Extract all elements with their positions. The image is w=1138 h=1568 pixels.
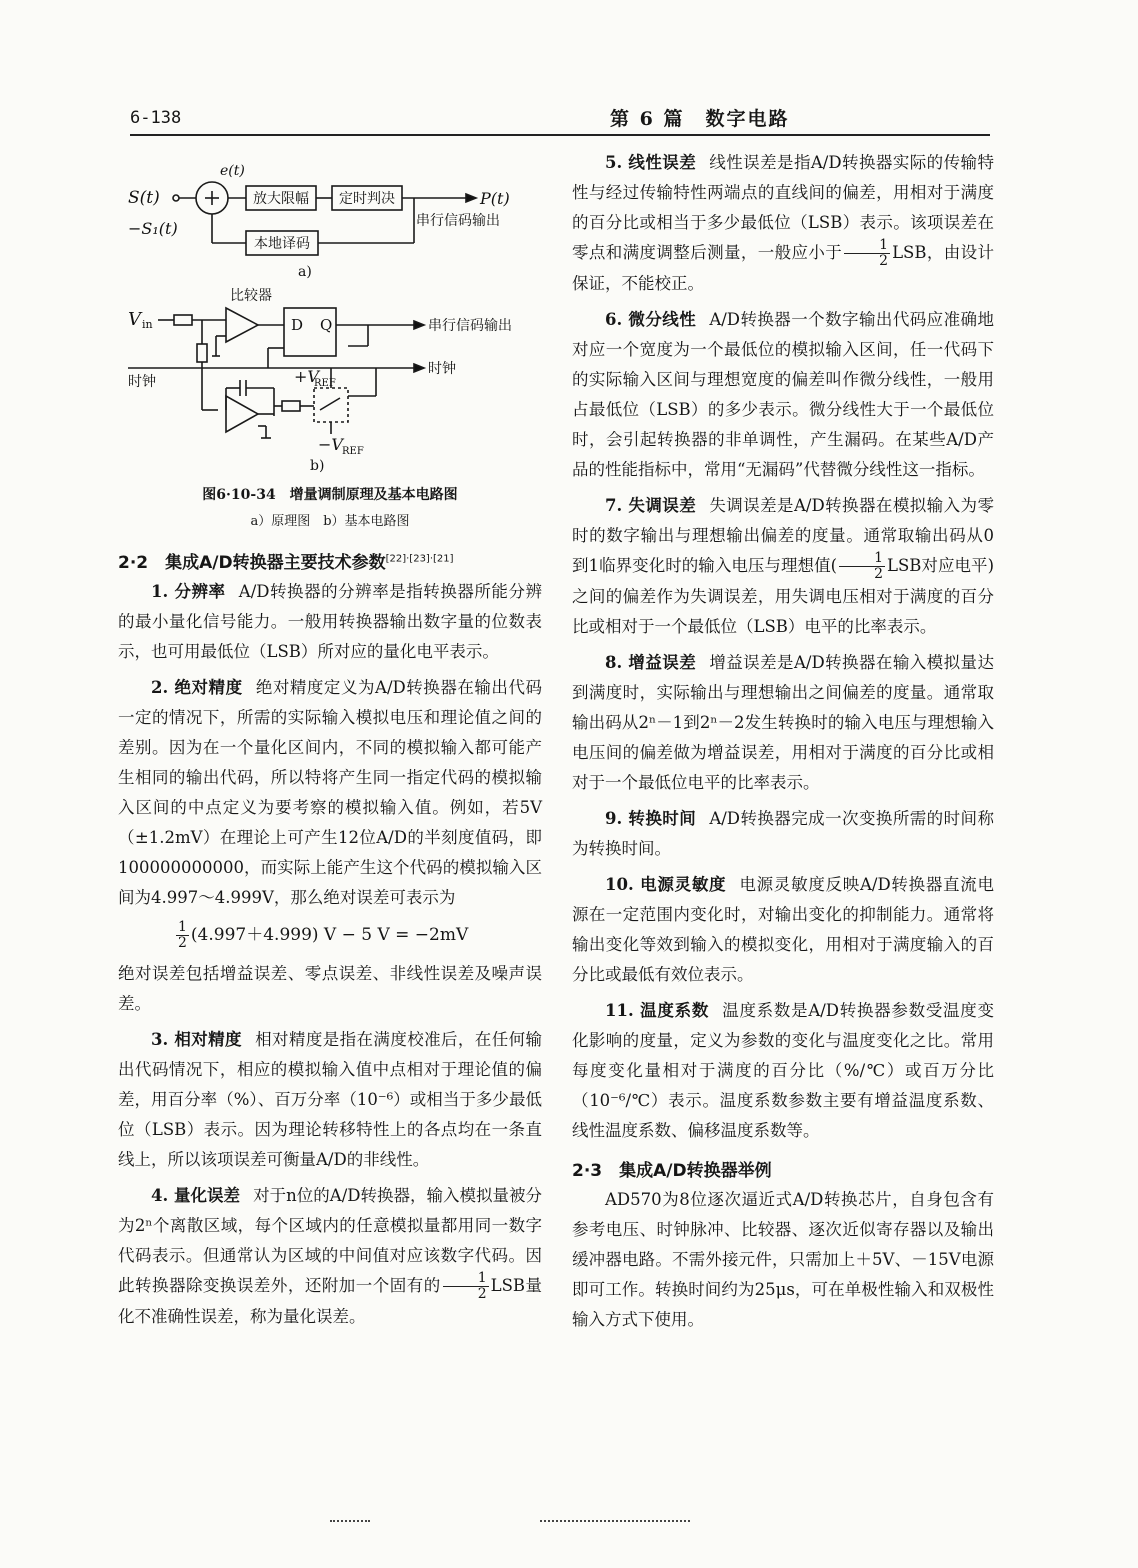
ad570-example: AD570为8位逐次逼近式A/D转换芯片，自身包含有参考电压、时钟脉冲、比较器、逐次近似寄存器以及输出缓冲器电路。不需外接元件，只需加上＋5V、－15V电源即可工作。转换时间约为25μs，可在单极性输入和双极性输入方式下使用。 — [572, 1190, 994, 1329]
param-power-sensitivity: 10. 电源灵敏度 电源灵敏度反映A/D转换器直流电源在一定范围内变化时，对输出变化的抑制能力。通常将输出变化等效到输入的模拟变化，用相对于满度输入的百分比或最低有效位表示。 — [572, 875, 994, 984]
vref-pos-label: +V — [294, 367, 319, 386]
vref-neg-label: −V — [318, 435, 343, 454]
scan-dots-left — [330, 1520, 370, 1524]
bias-resistor — [197, 344, 207, 362]
vin-label: V — [128, 309, 141, 330]
error-label: e(t) — [220, 163, 245, 179]
absolute-error-note: 绝对误差包括增益误差、零点误差、非线性误差及噪声误差。 — [118, 964, 542, 1013]
section-2-2-refs: [22]·[23]·[21] — [385, 553, 454, 565]
param-offset-error: 7. 失调误差 失调误差是A/D转换器在模拟输入为零时的数字输出与理想输出偏差的度量。通常取输出码从0到1临界变化时的输入电压与理想值( $\frac{1}{2}$ LSB对应电平) 之间的偏差作为失调误差，用失调电压相对于满度的百分比或相对于一个最低位（LSB）电平的比率表示。 — [572, 496, 995, 636]
circuit-diagram — [118, 148, 542, 478]
timing-label: 定时判决 — [339, 191, 395, 207]
feedback-label: −S₁(t) — [128, 219, 178, 238]
section-2-2-heading: 2·2 集成A/D转换器主要技术参数[22]·[23]·[21] — [118, 553, 454, 573]
output-p-label: P(t) — [480, 189, 510, 208]
param-temperature-coefficient: 11. 温度系数 温度系数是A/D转换器参数受温度变化影响的度量，定义为参数的变化与温度变化之比。常用每度变化量相对于满度的百分比（%/℃）或百万分比（10⁻⁶/℃）表示。温度系数参数主要有增益温度系数、线性温度系数、偏移温度系数等。 — [572, 1001, 994, 1140]
decoder-label: 本地译码 — [254, 236, 310, 252]
label-a: a) — [298, 264, 312, 280]
integrator-opamp — [226, 396, 258, 432]
serial-output-label-a: 串行信码输出 — [416, 213, 500, 229]
comparator-label: 比较器 — [230, 288, 272, 304]
input-node — [173, 195, 179, 201]
chapter-title: 第 6 篇 数字电路 — [610, 108, 790, 130]
param-conversion-time: 9. 转换时间 A/D转换器完成一次变换所需的时间称为转换时间。 — [572, 809, 994, 858]
param-quantization-error: 4. 量化误差 对于n位的A/D转换器，输入模拟量被分为2ⁿ个离散区域，每个区域内的任意模拟量都用同一数字代码表示。但通常认为区域的中间值对应该数字代码。因此转换器除变换误差外，还附加一个固有的 $\frac{1}{2}$ LSB量化不准确性误差，称为量化误差。 — [118, 1186, 543, 1326]
vref-pos-sub-label: REF — [314, 378, 336, 389]
param-relative-accuracy: 3. 相对精度 相对精度是指在满度校准后，在任何输出代码情况下，相应的模拟输入值中点相对于理论值的偏差，用百分率（%）、百万分率（10⁻⁶）或相当于多少最低位（LSB）表示。因为理论转移特性上的各点均在一条直线上，所以该项误差可衡量A/D的非线性。 — [118, 1030, 542, 1169]
right-column — [572, 148, 994, 1341]
param-gain-error: 8. 增益误差 增益误差是A/D转换器在输入模拟量达到满度时，实际输出与理想输出之间偏差的度量。通常取输出码从2ⁿ－1到2ⁿ－2发生转换时的输入电压与理想输入电压间的偏差做为增益误差，用相对于满度的百分比或相对于一个最低位电平的比率表示。 — [572, 653, 994, 792]
page-number: 6-138 — [130, 108, 182, 128]
param-differential-linearity: 6. 微分线性 A/D转换器一个数字输出代码应准确地对应一个宽度为一个最低位的模拟输入区间，任一代码下的实际输入区间与理想宽度的偏差叫作微分线性，一般用占最低位（LSB）的多少表示。微分线性大于一个最低位时，会引起转换器的非单调性，产生漏码。在某些A/D产品的性能指标中，常用“无漏码”代替微分线性这一指标。 — [572, 310, 994, 479]
ff-d-label: D — [291, 316, 304, 334]
figure-caption: 图6·10-34 增量调制原理及基本电路图 — [202, 487, 458, 503]
param-resolution: 1. 分辨率 A/D转换器的分辨率是指转换器所能分辨的最小量化信号能力。一般用转换器输出数字量的位数表示，也可用最低位（LSB）所对应的量化电平表示。 — [118, 582, 542, 661]
input-resistor — [174, 315, 192, 325]
clock-out-label: 时钟 — [428, 361, 456, 377]
figure-subcaption: a）原理图 b）基本电路图 — [250, 514, 410, 529]
ff-q-label: Q — [320, 316, 333, 334]
figure-6-10-34 — [118, 148, 542, 538]
param-linearity-error: 5. 线性误差 线性误差是指A/D转换器实际的传输特性与经过传输特性两端点的直线间的偏差，用相对于满度的百分比或相当于多少最低位（LSB）表示。该项误差在零点和满度调整后测量，一般应小于 $\frac{1}{2}$ LSB，由设计保证，不能校正。 — [572, 153, 995, 293]
vref-neg-sub-label: REF — [342, 446, 364, 457]
page-header — [130, 104, 990, 136]
reference-switch — [314, 388, 348, 422]
serial-output-label-b: 串行信码输出 — [428, 318, 512, 334]
amp-limit-label: 放大限幅 — [253, 191, 309, 207]
left-column — [118, 148, 542, 1338]
section-2-3-heading: 2·3 集成A/D转换器举例 — [572, 1161, 772, 1181]
scan-dots-right — [540, 1520, 690, 1524]
param-absolute-accuracy: 2. 绝对精度 绝对精度定义为A/D转换器在输出代码一定的情况下，所需的实际输入模拟电压和理论值之间的差别。因为在一个量化区间内，不同的模拟输入都可能产生相同的输出代码，所以特将产生同一指定代码的模拟输入区间的中点定义为要考察的模拟输入值。例如，若5V（±1.2mV）在理论上可产生12位A/D的半刻度值码，即100000000000，而实际上能产生这个代码的模拟输入区间为4.997～4.999V，那么绝对误差可表示为 — [118, 678, 542, 907]
vin-sub-label: in — [142, 318, 153, 331]
absolute-error-formula: $\frac{1}{2}$ (4.997＋4.999) V − 5 V = −2mV — [178, 919, 469, 951]
comparator — [226, 308, 258, 342]
label-b: b) — [310, 458, 325, 474]
integrator-resistor — [282, 401, 300, 411]
signal-s-label: S(t) — [128, 188, 160, 208]
clock-in-label: 时钟 — [128, 374, 156, 390]
